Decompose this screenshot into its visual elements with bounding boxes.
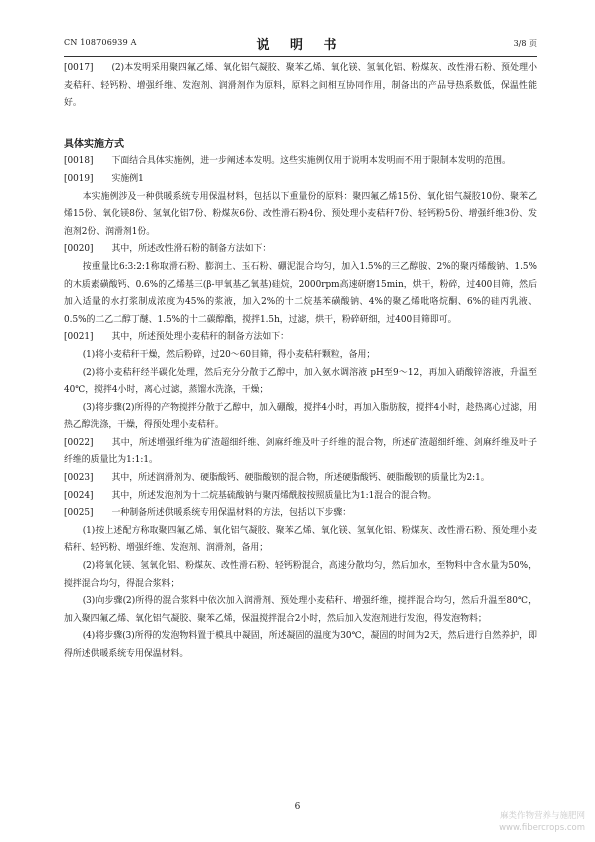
paragraph-text: 其中，所述改性滑石粉的制备方法如下：	[111, 244, 272, 255]
page-number: 6	[294, 802, 301, 812]
paragraph-number: [0024]	[64, 490, 94, 501]
paragraph-text: 按重量比6:3:2:1称取滑石粉、膨润土、玉石粉、硼泥混合均匀，加入1.5%的三乙醇胺、2%的聚丙烯酸钠、1.5%的木质素磺酸钙、0.6%的乙烯基三(β-甲氧基乙氧基)硅烷，2000rpm高速研磨15min，烘干，粉碎，过400目筛，然后加入适量的水打浆制成浓度为45%的浆液，加入2%的十二烷基苯磺酸钠、4%的聚乙烯吡咯烷酮、6%的硅丙乳液、0.5%的二乙二醇丁醚、1.5%的十二碳醇酯，搅拌1.5h，过滤，烘干，粉碎研细，过400目筛即可。	[64, 261, 537, 325]
paragraph	[64, 523, 537, 558]
paragraph	[64, 241, 537, 259]
paragraph-text: 一种制备所述供暖系统专用保温材料的方法，包括以下步骤：	[111, 508, 352, 519]
paragraph	[64, 488, 537, 506]
paragraph-text: 其中，所述润滑剂为、硬脂酸钙、硬脂酸钡的混合物，所述硬脂酸钙、硬脂酸钡的质量比为2:1。	[111, 473, 490, 484]
watermark-site-name: 麻类作物营养与施肥网	[499, 811, 585, 821]
paragraph-text: (3)向步骤(2)所得的混合浆料中依次加入润滑剂、预处理小麦秸秆、增强纤维，搅拌混合均匀，然后升温至80℃，加入聚四氟乙烯、氧化铝气凝胶、聚苯乙烯，保温搅拌混合2小时，然后加入发泡剂进行发泡，得发泡物料；	[64, 596, 537, 624]
paragraph-text: (2)本发明采用聚四氟乙烯、氧化铝气凝胶、聚苯乙烯、氧化镁、氢氧化铝、粉煤灰、改性滑石粉、预处理小麦秸秆、轻钙粉、增强纤维、发泡剂、润滑剂作为原料，原料之间相互协同作用，制备出的产品导热系数低，保温性能好。	[64, 63, 537, 109]
paragraph	[64, 593, 537, 628]
page-header	[64, 34, 537, 52]
paragraph-number: [0020]	[64, 244, 94, 255]
paragraph	[64, 60, 537, 113]
paragraph	[64, 628, 537, 663]
paragraph-text: 其中，所述增强纤维为矿渣超细纤维、剑麻纤维及叶子纤维的混合物，所述矿渣超细纤维、剑麻纤维及叶子纤维的质量比为1:1:1。	[64, 437, 537, 466]
paragraph-text: (2)将氧化镁、氢氧化铝、粉煤灰、改性滑石粉、轻钙粉混合，高速分散均匀，然后加水，至物料中含水量为50%，搅拌混合均匀，得混合浆料；	[64, 561, 537, 589]
paragraph-text: (2)将小麦秸秆经半碳化处理，然后充分分散于乙醇中，加入氨水调溶液 pH至9～12，再加入硝酸锌溶液，升温至40℃，搅拌4小时，离心过滤，蒸馏水洗涤，干燥；	[64, 367, 537, 396]
paragraph	[64, 470, 537, 488]
paragraph-number: [0023]	[64, 473, 94, 484]
paragraph-number: [0018]	[64, 156, 94, 167]
paragraph	[64, 435, 537, 470]
watermark-url: www.fibercrops.com	[499, 823, 585, 833]
paragraph-number: [0017]	[64, 63, 94, 73]
paragraph	[64, 400, 537, 435]
paragraph	[64, 189, 537, 242]
section-heading: 具体实施方式	[64, 138, 124, 150]
paragraph-text: (4)将步骤(3)所得的发泡物料置于模具中凝固，所述凝固的温度为30℃，凝固的时间为2天，然后进行自然养护，即得所述供暖系统专用保温材料。	[64, 631, 537, 659]
paragraph-number: [0022]	[64, 437, 94, 448]
patent-number: CN 108706939 A	[64, 38, 137, 47]
paragraph	[64, 505, 537, 523]
paragraph-number: [0021]	[64, 332, 94, 343]
paragraph	[64, 347, 537, 365]
paragraph-text: (1)将小麦秸秆干燥，然后粉碎，过20～60目筛，得小麦秸秆颗粒，备用；	[82, 349, 376, 360]
paragraph-text: (1)按上述配方称取聚四氟乙烯、氧化铝气凝胶、聚苯乙烯、氧化镁、氢氧化铝、粉煤灰、改性滑石粉、预处理小麦秸秆、轻钙粉、增强纤维、发泡剂、润滑剂，备用；	[64, 525, 537, 554]
paragraph	[64, 259, 537, 329]
paragraph-text: 实施例1	[111, 173, 144, 184]
paragraph	[64, 558, 537, 593]
paragraph-number: [0019]	[64, 173, 94, 184]
header-rule	[64, 56, 537, 57]
paragraph-number: [0025]	[64, 508, 94, 519]
paragraph-text: 下面结合具体实施例，进一步阐述本发明。这些实施例仅用于说明本发明而不用于限制本发明的范围。	[111, 156, 511, 167]
paragraph	[64, 153, 537, 171]
watermark	[499, 810, 585, 834]
paragraph-text: (3)将步骤(2)所得的产物搅拌分散于乙醇中，加入硼酸，搅拌4小时，再加入脂肪胺，搅拌4小时，趁热离心过滤，用热乙醇洗涤，干燥，得预处理小麦秸秆。	[64, 402, 537, 431]
paragraph	[64, 365, 537, 400]
description-body	[64, 60, 537, 664]
paragraph-text: 本实施例涉及一种供暖系统专用保温材料，包括以下重量份的原料：聚四氟乙烯15份、氧化铝气凝胶10份、聚苯乙烯15份、氧化镁8份、氢氧化铝7份、粉煤灰6份、改性滑石粉4份、预处理小麦秸秆7份、轻钙粉5份、增强纤维3份、发泡剂2份、润滑剂1份。	[64, 191, 537, 237]
paragraph	[64, 329, 537, 347]
document-title: 说 明 书	[256, 38, 345, 53]
paragraph-text: 其中，所述发泡剂为十二烷基硫酸钠与聚丙烯酰胺按照质量比为1:1混合的混合物。	[111, 490, 437, 501]
paragraph-text: 其中，所述预处理小麦秸秆的制备方法如下：	[111, 332, 290, 343]
paragraph	[64, 171, 537, 189]
page-indicator: 3/8 页	[513, 39, 537, 48]
